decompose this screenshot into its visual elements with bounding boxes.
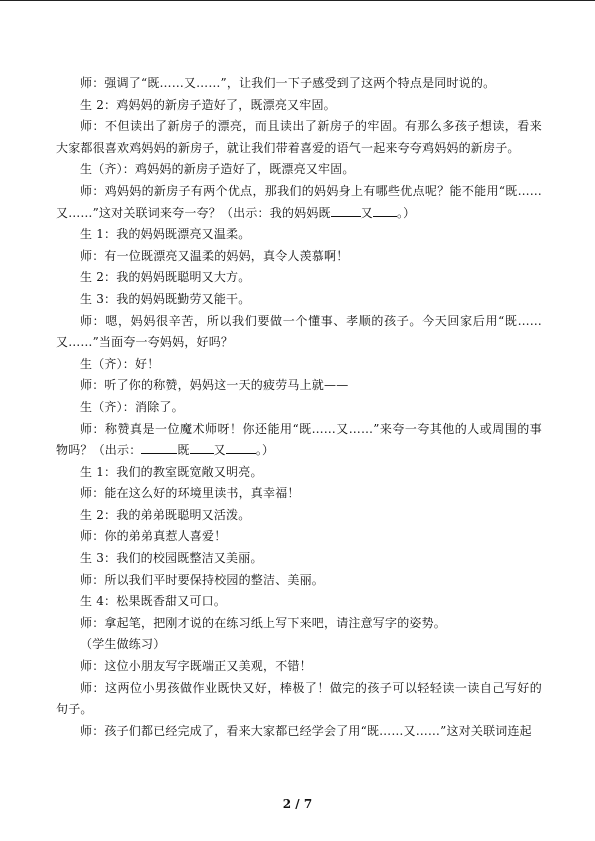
paragraph: 师：能在这么好的环境里读书，真幸福！ — [80, 486, 300, 501]
paragraph: 生（齐）：消除了。 — [80, 399, 184, 414]
paragraph-text: 又 — [213, 443, 226, 458]
paragraph-text: 又 — [360, 205, 373, 220]
paragraph: 师：有一位既漂亮又温柔的妈妈，真令人羡慕啊！ — [80, 248, 349, 263]
paragraph: 生 3：我的妈妈既勤劳又能干。 — [80, 291, 251, 306]
paragraph: 师：听了你的称赞，妈妈这一天的疲劳马上就—— — [80, 378, 349, 393]
paragraph-text: 师：称赞真是一位魔术师呀！你还能用“既……又……”来夸一夸其他的人或周围的事物吗？（出示： — [56, 421, 542, 458]
paragraph: 师：嗯，妈妈很辛苦，所以我们要做一个懂事、孝顺的孩子。今天回家后用“既……又……”当面夸一夸妈妈，好吗？ — [56, 313, 542, 350]
paragraph: 师：你的弟弟真惹人喜爱！ — [80, 529, 227, 544]
top-rule — [0, 0, 595, 1]
paragraph: 生 4：松果既香甜又可口。 — [80, 594, 227, 609]
paragraph-fill-in-others — [56, 419, 542, 462]
paragraph: 师：所以我们平时要保持校园的整洁、美丽。 — [80, 572, 325, 587]
paragraph: 师：不但读出了新房子的漂亮，而且读出了新房子的牢固。有那么多孩子想读，看来大家都很喜欢鸡妈妈的新房子，就让我们带着喜爱的语气一起来夸夸鸡妈妈的新房子。 — [56, 119, 542, 155]
paragraph-text: 师：鸡妈妈的新房子有两个优点，那我们的妈妈身上有哪些优点呢？能不能用“既……又……”这对关联词来夸一夸？（出示：我的妈妈既 — [56, 183, 542, 220]
paragraph: 生（齐）：好！ — [80, 356, 160, 371]
paragraph: 生 3：我们的校园既整洁又美丽。 — [80, 551, 263, 566]
paragraph: （学生做练习） — [80, 637, 166, 652]
fill-blank — [141, 441, 177, 454]
paragraph: 生 2：我的妈妈既聪明又大方。 — [80, 270, 251, 285]
paragraph: 师：这位小朋友写字既端正又美观，不错！ — [80, 659, 312, 674]
fill-blank — [190, 441, 214, 454]
page-number: 2 / 7 — [282, 797, 313, 811]
paragraph-text: 既 — [177, 443, 190, 458]
paragraph: 师：这两位小男孩做作业既快又好，棒极了！做完的孩子可以轻轻读一读自己写好的句子。 — [56, 680, 542, 717]
paragraph-fill-in-mother — [56, 181, 542, 224]
fill-blank — [226, 441, 256, 454]
paragraph: 生 1：我们的教室既宽敞又明亮。 — [80, 464, 263, 479]
paragraph: 师：孩子们都已经完成了，看来大家都已经学会了用“既……又……”这对关联词连起 — [80, 723, 532, 738]
fill-blank — [373, 204, 397, 217]
document-body — [56, 73, 542, 742]
paragraph: 师：拿起笔，把刚才说的在练习纸上写下来吧，请注意写字的姿势。 — [80, 615, 447, 630]
paragraph-text: 。） — [255, 443, 275, 458]
paragraph: 生 2：鸡妈妈的新房子造好了，既漂亮又牢固。 — [80, 97, 336, 112]
paragraph: 师：强调了“既……又……”，让我们一下子感受到了这两个特点是同时说的。 — [80, 76, 496, 90]
paragraph: 生 2：我的弟弟既聪明又活泼。 — [80, 507, 251, 522]
paragraph: 生（齐）：鸡妈妈的新房子造好了，既漂亮又牢固。 — [80, 162, 355, 177]
paragraph: 生 1：我的妈妈既漂亮又温柔。 — [80, 227, 251, 242]
paragraph-text: 。） — [396, 205, 416, 220]
fill-blank — [331, 204, 361, 217]
